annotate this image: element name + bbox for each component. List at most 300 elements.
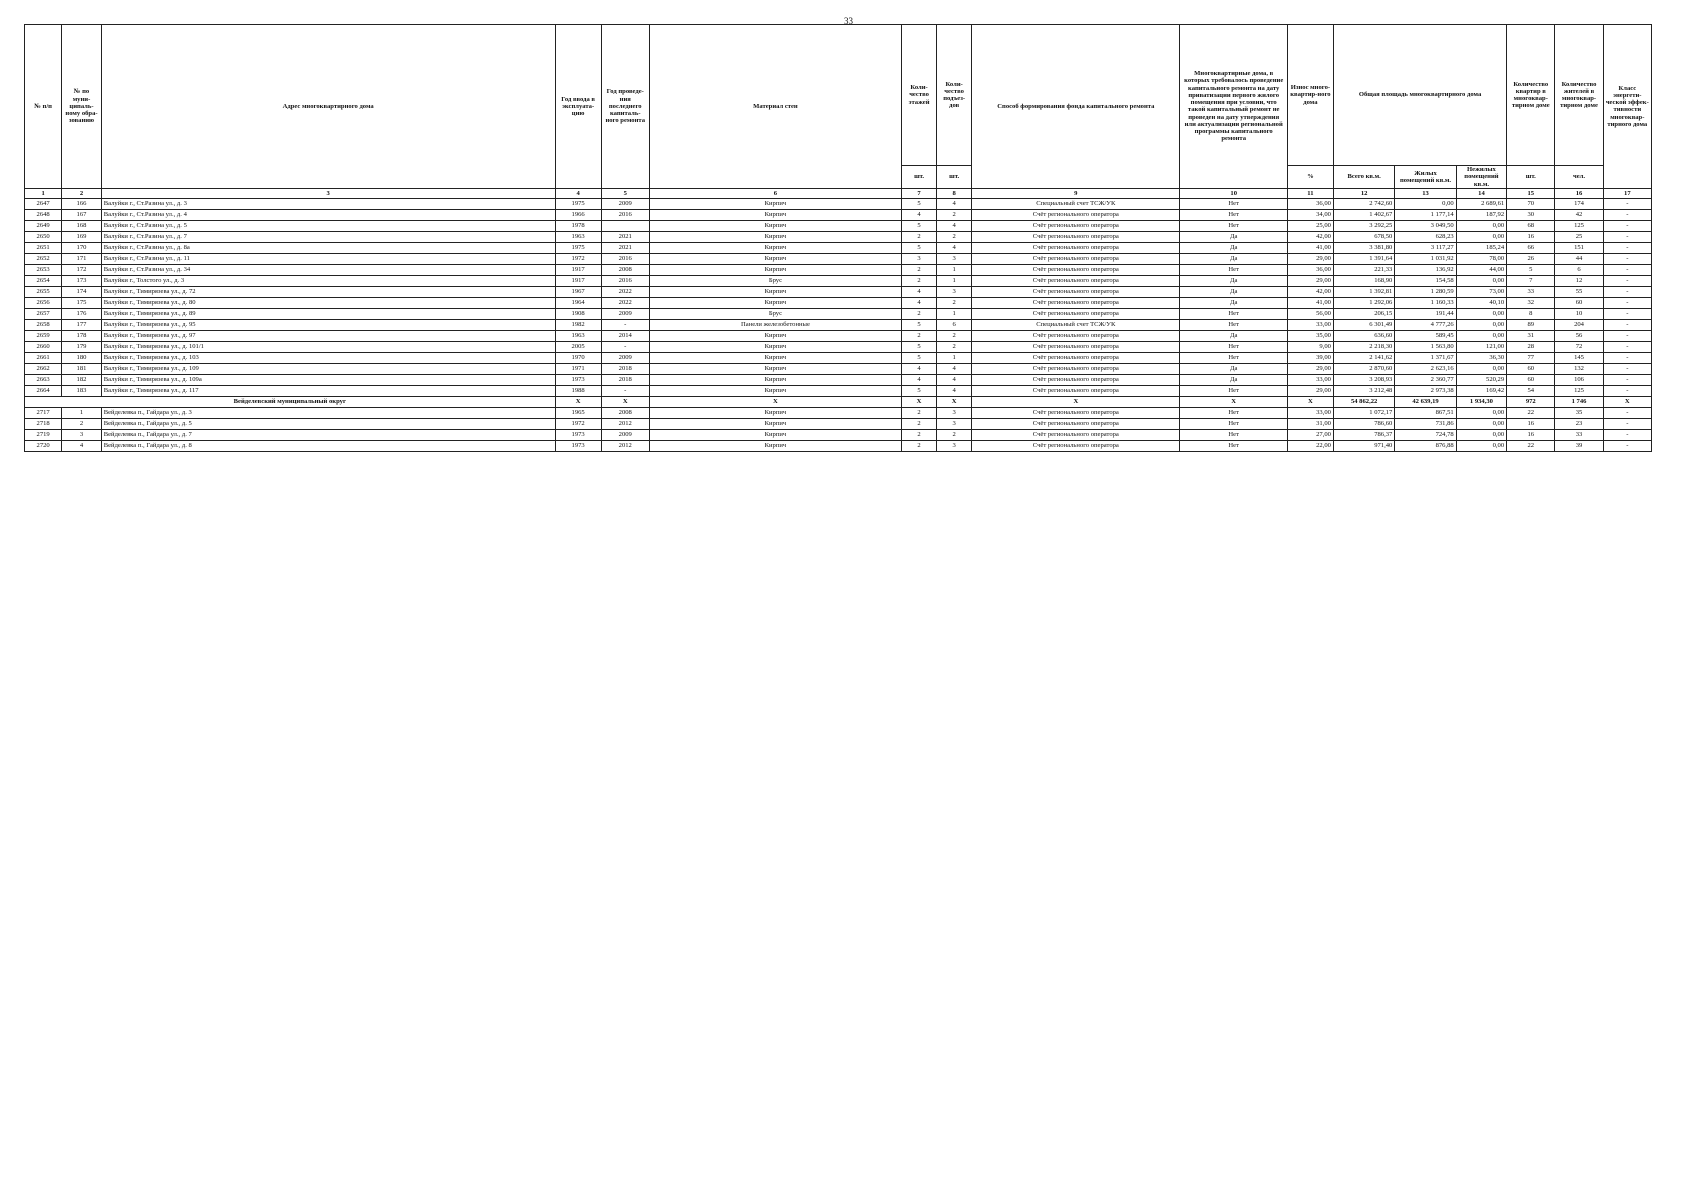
cell-fund: Счёт регионального оператора — [972, 374, 1180, 385]
cell-year-built: 1973 — [555, 440, 601, 451]
header-residents: Количество жителей в многоквар-тирном доме — [1555, 25, 1603, 166]
table-row — [25, 374, 1652, 385]
cell-fund: Специальный счет ТСЖ/УК — [972, 198, 1180, 209]
cell-year-built: 1971 — [555, 363, 601, 374]
cell-apartments: 32 — [1507, 297, 1555, 308]
cell-address: Валуйки г., Ст.Разина ул., д. 11 — [101, 253, 555, 264]
cell-num: 2649 — [25, 220, 62, 231]
cell-year-built: 1917 — [555, 275, 601, 286]
table-row — [25, 275, 1652, 286]
cell-num: 2656 — [25, 297, 62, 308]
cell-area-living: 2 360,77 — [1395, 374, 1456, 385]
cell-num: 2650 — [25, 231, 62, 242]
column-number: 5 — [601, 188, 649, 198]
cell-apartments: 77 — [1507, 352, 1555, 363]
cell-residents: 10 — [1555, 308, 1603, 319]
cell-num: 2653 — [25, 264, 62, 275]
cell-floors: 4 — [902, 374, 937, 385]
cell-floors: 2 — [902, 275, 937, 286]
cell-area-living: 3 049,50 — [1395, 220, 1456, 231]
cell-area-total: 1 392,81 — [1333, 286, 1394, 297]
cell-fund: Счёт регионального оператора — [972, 385, 1180, 396]
table-row — [25, 385, 1652, 396]
cell-year-repair: 2016 — [601, 253, 649, 264]
cell-year-built: 1973 — [555, 429, 601, 440]
cell-fund: Счёт регионального оператора — [972, 264, 1180, 275]
column-number: 17 — [1603, 188, 1651, 198]
cell-year-repair: 2008 — [601, 264, 649, 275]
cell-mun-num: 172 — [62, 264, 101, 275]
apartment-buildings-table — [24, 24, 1652, 452]
cell-energy-class: - — [1603, 209, 1651, 220]
cell-residents: 151 — [1555, 242, 1603, 253]
cell-area-nonliving: 0,00 — [1456, 275, 1506, 286]
cell-area-living: 2 973,38 — [1395, 385, 1456, 396]
cell-area-total: 168,90 — [1333, 275, 1394, 286]
cell-area-total: 1 402,67 — [1333, 209, 1394, 220]
cell-area-living: 4 777,26 — [1395, 319, 1456, 330]
column-number: 15 — [1507, 188, 1555, 198]
cell-area-living: 1 160,33 — [1395, 297, 1456, 308]
cell-fund: Счёт регионального оператора — [972, 253, 1180, 264]
header-apartments: Количество квартир в многоквар-тирном доме — [1507, 25, 1555, 166]
cell-entrances: 1 — [937, 352, 972, 363]
cell-entrances: 3 — [937, 407, 972, 418]
cell-area-nonliving: 520,29 — [1456, 374, 1506, 385]
header-entrances: Коли-чество подъез-дов — [937, 25, 972, 166]
cell-energy-class: - — [1603, 308, 1651, 319]
column-number-row — [25, 188, 1652, 198]
cell-entrances: 4 — [937, 385, 972, 396]
cell-area-living: 2 623,16 — [1395, 363, 1456, 374]
cell-residents: 72 — [1555, 341, 1603, 352]
cell-year-built: 1917 — [555, 264, 601, 275]
cell-area-living: 154,58 — [1395, 275, 1456, 286]
cell-energy-class: - — [1603, 429, 1651, 440]
cell-energy-class: - — [1603, 297, 1651, 308]
district-summary-row — [25, 396, 1652, 407]
cell-year-repair: - — [601, 385, 649, 396]
cell-wear: 22,00 — [1287, 440, 1333, 451]
cell-mun-num: 173 — [62, 275, 101, 286]
cell-area-living: 191,44 — [1395, 308, 1456, 319]
cell-needed-repair: Нет — [1180, 220, 1287, 231]
cell-apartments: 16 — [1507, 418, 1555, 429]
cell-entrances: 2 — [937, 341, 972, 352]
cell-fund: Счёт регионального оператора — [972, 220, 1180, 231]
cell-floors: 5 — [902, 341, 937, 352]
header-area-living-label: Жилых помещений — [1399, 169, 1437, 184]
cell-needed-repair: Да — [1180, 275, 1287, 286]
cell-address: Валуйки г., Ст.Разина ул., д. 7 — [101, 231, 555, 242]
cell-mun-num: 168 — [62, 220, 101, 231]
cell-year-built: 1965 — [555, 407, 601, 418]
unit-apartments: шт. — [1507, 166, 1555, 189]
cell-year-built: 1973 — [555, 374, 601, 385]
cell-residents: 132 — [1555, 363, 1603, 374]
cell-material: Кирпич — [649, 297, 901, 308]
cell-energy-class: - — [1603, 363, 1651, 374]
cell-needed-repair: Нет — [1180, 440, 1287, 451]
cell-needed-repair: Нет — [1180, 385, 1287, 396]
cell-material: Кирпич — [649, 341, 901, 352]
table-row — [25, 440, 1652, 451]
cell-energy-class: - — [1603, 253, 1651, 264]
cell-address: Валуйки г., Тимирязева ул., д. 72 — [101, 286, 555, 297]
cell-year-built: 1972 — [555, 253, 601, 264]
cell-fund: Счёт регионального оператора — [972, 330, 1180, 341]
cell-year-built: 1982 — [555, 319, 601, 330]
cell-needed-repair: Да — [1180, 363, 1287, 374]
cell-num: 2657 — [25, 308, 62, 319]
cell-year-built: 1988 — [555, 385, 601, 396]
cell-address: Валуйки г., Тимирязева ул., д. 101/1 — [101, 341, 555, 352]
cell-mun-num: 182 — [62, 374, 101, 385]
cell-floors: 5 — [902, 242, 937, 253]
cell-apartments: 68 — [1507, 220, 1555, 231]
cell-material: Кирпич — [649, 374, 901, 385]
cell-area-living: 589,45 — [1395, 330, 1456, 341]
cell-year-repair: 2021 — [601, 231, 649, 242]
cell-energy-class: - — [1603, 407, 1651, 418]
cell-energy-class: - — [1603, 286, 1651, 297]
header-address: Адрес многоквартирного дома — [101, 25, 555, 189]
cell-address: Валуйки г., Ст.Разина ул., д. 8а — [101, 242, 555, 253]
cell-area-total: 2 218,30 — [1333, 341, 1394, 352]
housing-register-sheet — [24, 24, 1652, 452]
cell-area-nonliving: 0,00 — [1456, 418, 1506, 429]
table-row — [25, 286, 1652, 297]
cell-residents: 35 — [1555, 407, 1603, 418]
cell-area-nonliving: 121,00 — [1456, 341, 1506, 352]
cell-floors: 2 — [902, 440, 937, 451]
cell-area-living: 1 031,92 — [1395, 253, 1456, 264]
cell-area-living: 0,00 — [1395, 198, 1456, 209]
cell-material: Кирпич — [649, 429, 901, 440]
cell-year-built: 1963 — [555, 330, 601, 341]
cell-area-living: 1 371,67 — [1395, 352, 1456, 363]
cell-mun-num: 167 — [62, 209, 101, 220]
cell-area-nonliving: 187,92 — [1456, 209, 1506, 220]
header-area-total — [1333, 166, 1394, 189]
cell-area-total: 3 212,48 — [1333, 385, 1394, 396]
cell-energy-class: - — [1603, 198, 1651, 209]
cell-year-repair: - — [601, 319, 649, 330]
cell-residents: 33 — [1555, 429, 1603, 440]
cell-address: Валуйки г., Ст.Разина ул., д. 5 — [101, 220, 555, 231]
cell-residents: 39 — [1555, 440, 1603, 451]
cell-num: 2719 — [25, 429, 62, 440]
column-number: 11 — [1287, 188, 1333, 198]
cell-needed-repair: Да — [1180, 231, 1287, 242]
cell-area-total: 2 141,62 — [1333, 352, 1394, 363]
cell-area-total: 971,40 — [1333, 440, 1394, 451]
cell-needed-repair: Да — [1180, 286, 1287, 297]
table-row — [25, 418, 1652, 429]
header-material: Материал стен — [649, 25, 901, 189]
cell-mun-num: 179 — [62, 341, 101, 352]
district-area-nonliving: 1 934,30 — [1456, 396, 1506, 407]
cell-area-total: 3 292,25 — [1333, 220, 1394, 231]
cell-area-total: 1 292,06 — [1333, 297, 1394, 308]
cell-year-repair: 2021 — [601, 242, 649, 253]
cell-energy-class: - — [1603, 341, 1651, 352]
cell-entrances: 4 — [937, 198, 972, 209]
cell-area-living: 731,86 — [1395, 418, 1456, 429]
cell-area-living: 876,88 — [1395, 440, 1456, 451]
district-x: X — [649, 396, 901, 407]
table-row — [25, 209, 1652, 220]
cell-address: Валуйки г., Тимирязева ул., д. 109а — [101, 374, 555, 385]
cell-year-repair: 2018 — [601, 363, 649, 374]
table-row — [25, 198, 1652, 209]
cell-num: 2717 — [25, 407, 62, 418]
cell-mun-num: 175 — [62, 297, 101, 308]
cell-needed-repair: Нет — [1180, 418, 1287, 429]
cell-num: 2652 — [25, 253, 62, 264]
cell-year-built: 1978 — [555, 220, 601, 231]
cell-area-living: 3 117,27 — [1395, 242, 1456, 253]
cell-address: Валуйки г., Тимирязева ул., д. 103 — [101, 352, 555, 363]
unit-area-nonliving: кв.м. — [1473, 180, 1490, 188]
cell-apartments: 33 — [1507, 286, 1555, 297]
cell-address: Вейделевка п., Гайдара ул., д. 3 — [101, 407, 555, 418]
cell-needed-repair: Да — [1180, 330, 1287, 341]
cell-area-total: 3 381,80 — [1333, 242, 1394, 253]
column-number: 8 — [937, 188, 972, 198]
cell-area-nonliving: 0,00 — [1456, 231, 1506, 242]
cell-area-total: 206,15 — [1333, 308, 1394, 319]
cell-apartments: 28 — [1507, 341, 1555, 352]
cell-material: Кирпич — [649, 363, 901, 374]
column-number: 12 — [1333, 188, 1394, 198]
cell-year-repair: 2016 — [601, 275, 649, 286]
column-number: 13 — [1395, 188, 1456, 198]
cell-mun-num: 178 — [62, 330, 101, 341]
cell-residents: 60 — [1555, 297, 1603, 308]
cell-needed-repair: Нет — [1180, 198, 1287, 209]
cell-year-built: 1964 — [555, 297, 601, 308]
cell-apartments: 16 — [1507, 429, 1555, 440]
cell-mun-num: 174 — [62, 286, 101, 297]
cell-material: Кирпич — [649, 264, 901, 275]
cell-floors: 4 — [902, 209, 937, 220]
cell-year-repair — [601, 220, 649, 231]
cell-mun-num: 4 — [62, 440, 101, 451]
cell-floors: 2 — [902, 264, 937, 275]
cell-energy-class: - — [1603, 418, 1651, 429]
cell-year-built: 1963 — [555, 231, 601, 242]
cell-year-repair: 2012 — [601, 440, 649, 451]
cell-fund: Счёт регионального оператора — [972, 275, 1180, 286]
table-row — [25, 220, 1652, 231]
cell-wear: 29,00 — [1287, 385, 1333, 396]
cell-wear: 36,00 — [1287, 264, 1333, 275]
cell-area-total: 636,60 — [1333, 330, 1394, 341]
cell-material: Кирпич — [649, 198, 901, 209]
cell-year-built: 1967 — [555, 286, 601, 297]
cell-entrances: 6 — [937, 319, 972, 330]
cell-floors: 2 — [902, 418, 937, 429]
cell-energy-class: - — [1603, 330, 1651, 341]
cell-entrances: 4 — [937, 374, 972, 385]
cell-energy-class: - — [1603, 374, 1651, 385]
cell-needed-repair: Да — [1180, 242, 1287, 253]
cell-area-nonliving: 78,00 — [1456, 253, 1506, 264]
column-number: 3 — [101, 188, 555, 198]
cell-wear: 29,00 — [1287, 253, 1333, 264]
cell-wear: 29,00 — [1287, 363, 1333, 374]
cell-mun-num: 183 — [62, 385, 101, 396]
cell-fund: Счёт регионального оператора — [972, 231, 1180, 242]
cell-energy-class: - — [1603, 385, 1651, 396]
column-number: 4 — [555, 188, 601, 198]
cell-area-living: 136,92 — [1395, 264, 1456, 275]
table-row — [25, 264, 1652, 275]
cell-needed-repair: Нет — [1180, 209, 1287, 220]
unit-floors: шт. — [902, 166, 937, 189]
cell-energy-class: - — [1603, 352, 1651, 363]
cell-entrances: 3 — [937, 286, 972, 297]
cell-apartments: 26 — [1507, 253, 1555, 264]
cell-residents: 44 — [1555, 253, 1603, 264]
cell-area-living: 1 177,14 — [1395, 209, 1456, 220]
cell-address: Валуйки г., Тимирязева ул., д. 97 — [101, 330, 555, 341]
cell-area-nonliving: 0,00 — [1456, 220, 1506, 231]
district-apartments: 972 — [1507, 396, 1555, 407]
cell-area-nonliving: 0,00 — [1456, 330, 1506, 341]
cell-mun-num: 169 — [62, 231, 101, 242]
cell-apartments: 22 — [1507, 440, 1555, 451]
cell-year-repair: 2009 — [601, 429, 649, 440]
header-floors: Коли-чество этажей — [902, 25, 937, 166]
cell-residents: 145 — [1555, 352, 1603, 363]
cell-residents: 174 — [1555, 198, 1603, 209]
header-area-nonliving — [1456, 166, 1506, 189]
cell-residents: 106 — [1555, 374, 1603, 385]
cell-material: Брус — [649, 308, 901, 319]
cell-num: 2654 — [25, 275, 62, 286]
cell-apartments: 60 — [1507, 374, 1555, 385]
cell-fund: Счёт регионального оператора — [972, 363, 1180, 374]
cell-needed-repair: Нет — [1180, 308, 1287, 319]
cell-wear: 33,00 — [1287, 407, 1333, 418]
cell-energy-class: - — [1603, 242, 1651, 253]
cell-fund: Счёт регионального оператора — [972, 286, 1180, 297]
cell-address: Валуйки г., Тимирязева ул., д. 89 — [101, 308, 555, 319]
cell-fund: Счёт регионального оператора — [972, 429, 1180, 440]
header-mun-num: № по муни-ципаль-ному обра-зованию — [62, 25, 101, 189]
cell-apartments: 66 — [1507, 242, 1555, 253]
cell-area-nonliving: 0,00 — [1456, 407, 1506, 418]
cell-area-total: 3 208,93 — [1333, 374, 1394, 385]
cell-residents: 125 — [1555, 220, 1603, 231]
cell-fund: Счёт регионального оператора — [972, 418, 1180, 429]
cell-wear: 27,00 — [1287, 429, 1333, 440]
cell-material: Кирпич — [649, 242, 901, 253]
cell-year-built: 1966 — [555, 209, 601, 220]
header-num: № п/п — [25, 25, 62, 189]
table-row — [25, 407, 1652, 418]
header-wear: Износ много-квартир-ного дома — [1287, 25, 1333, 166]
cell-needed-repair: Нет — [1180, 319, 1287, 330]
cell-needed-repair: Нет — [1180, 407, 1287, 418]
unit-entrances: шт. — [937, 166, 972, 189]
cell-area-living: 1 563,80 — [1395, 341, 1456, 352]
cell-area-nonliving: 0,00 — [1456, 363, 1506, 374]
cell-residents: 204 — [1555, 319, 1603, 330]
cell-wear: 33,00 — [1287, 319, 1333, 330]
table-row — [25, 231, 1652, 242]
cell-residents: 56 — [1555, 330, 1603, 341]
cell-year-repair: 2016 — [601, 209, 649, 220]
cell-area-nonliving: 2 689,61 — [1456, 198, 1506, 209]
cell-energy-class: - — [1603, 275, 1651, 286]
cell-num: 2718 — [25, 418, 62, 429]
cell-needed-repair: Нет — [1180, 352, 1287, 363]
cell-year-repair: 2009 — [601, 198, 649, 209]
cell-area-living: 724,78 — [1395, 429, 1456, 440]
column-number: 6 — [649, 188, 901, 198]
cell-floors: 4 — [902, 363, 937, 374]
cell-mun-num: 177 — [62, 319, 101, 330]
cell-wear: 39,00 — [1287, 352, 1333, 363]
cell-wear: 41,00 — [1287, 242, 1333, 253]
cell-num: 2648 — [25, 209, 62, 220]
cell-area-nonliving: 0,00 — [1456, 429, 1506, 440]
cell-material: Кирпич — [649, 440, 901, 451]
cell-mun-num: 180 — [62, 352, 101, 363]
district-x: X — [902, 396, 937, 407]
cell-mun-num: 171 — [62, 253, 101, 264]
cell-wear: 42,00 — [1287, 231, 1333, 242]
cell-area-total: 1 072,17 — [1333, 407, 1394, 418]
cell-year-repair: 2018 — [601, 374, 649, 385]
cell-year-built: 1975 — [555, 242, 601, 253]
unit-area-living: кв.м. — [1435, 176, 1452, 184]
cell-wear: 9,00 — [1287, 341, 1333, 352]
cell-address: Валуйки г., Ст.Разина ул., д. 34 — [101, 264, 555, 275]
cell-entrances: 4 — [937, 220, 972, 231]
cell-apartments: 31 — [1507, 330, 1555, 341]
header-energy-class: Класс энергети-ческой эффек-тивности многоквар-тирного дома — [1603, 25, 1651, 189]
header-fund: Способ формирования фонда капитального ремонта — [972, 25, 1180, 189]
cell-apartments: 30 — [1507, 209, 1555, 220]
header-area-total-label: Всего — [1347, 173, 1364, 181]
cell-year-built: 2005 — [555, 341, 601, 352]
cell-num: 2658 — [25, 319, 62, 330]
cell-year-built: 1972 — [555, 418, 601, 429]
cell-fund: Специальный счет ТСЖ/УК — [972, 319, 1180, 330]
cell-year-repair: 2008 — [601, 407, 649, 418]
cell-mun-num: 176 — [62, 308, 101, 319]
cell-address: Вейделевка п., Гайдара ул., д. 8 — [101, 440, 555, 451]
cell-energy-class: - — [1603, 319, 1651, 330]
cell-address: Вейделевка п., Гайдара ул., д. 7 — [101, 429, 555, 440]
cell-area-total: 1 391,64 — [1333, 253, 1394, 264]
cell-num: 2655 — [25, 286, 62, 297]
cell-apartments: 60 — [1507, 363, 1555, 374]
district-x: X — [601, 396, 649, 407]
cell-mun-num: 166 — [62, 198, 101, 209]
cell-num: 2647 — [25, 198, 62, 209]
cell-material: Панели железобетонные — [649, 319, 901, 330]
cell-floors: 5 — [902, 220, 937, 231]
cell-wear: 29,00 — [1287, 275, 1333, 286]
table-row — [25, 341, 1652, 352]
cell-entrances: 1 — [937, 275, 972, 286]
cell-num: 2720 — [25, 440, 62, 451]
